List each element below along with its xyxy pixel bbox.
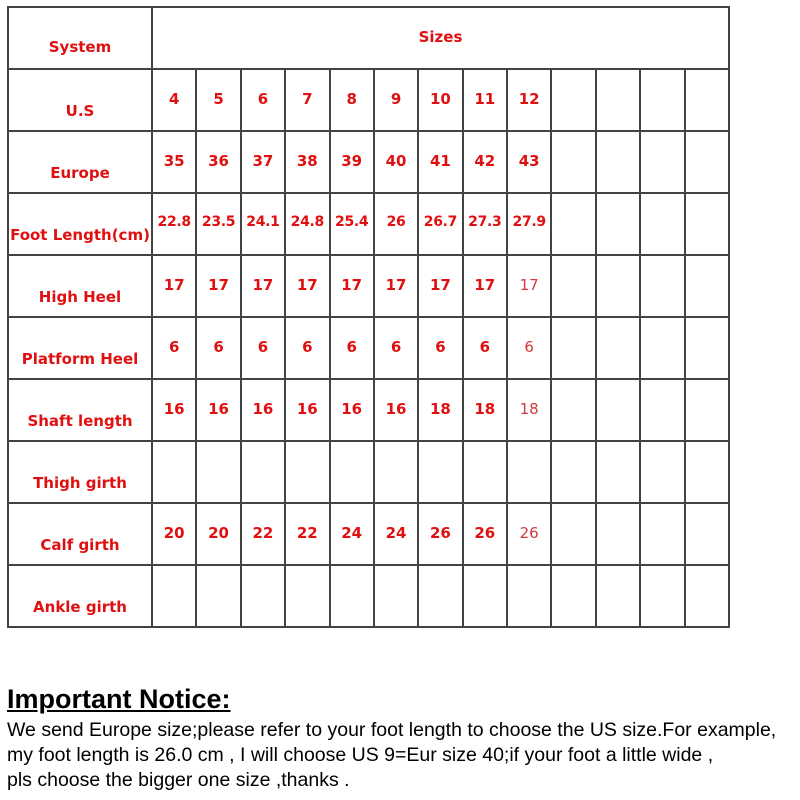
- notice-body: [7, 718, 800, 793]
- table-cell: 6: [507, 317, 551, 379]
- table-cell: [507, 441, 551, 503]
- table-cell: 17: [285, 255, 329, 317]
- table-cell: [640, 255, 684, 317]
- table-cell: 23.5: [196, 193, 240, 255]
- table-cell: 25.4: [330, 193, 374, 255]
- table-cell: [640, 193, 684, 255]
- table-cell: 17: [463, 255, 507, 317]
- table-cell: 36: [196, 131, 240, 193]
- table-cell: 5: [196, 69, 240, 131]
- table-row-high-heel: [8, 255, 729, 317]
- table-cell: 6: [418, 317, 462, 379]
- table-cell: 16: [241, 379, 285, 441]
- table-cell: 17: [330, 255, 374, 317]
- table-cell: 6: [285, 317, 329, 379]
- table-cell: [551, 255, 595, 317]
- table-cell: [685, 255, 730, 317]
- table-cell: [685, 131, 730, 193]
- table-cell: 26: [374, 193, 418, 255]
- table-cell: 17: [241, 255, 285, 317]
- table-cell: [640, 317, 684, 379]
- table-row-thigh-girth: [8, 441, 729, 503]
- table-cell: 20: [152, 503, 196, 565]
- table-cell: [685, 565, 730, 627]
- table-cell: [551, 565, 595, 627]
- table-cell: [196, 441, 240, 503]
- table-cell: [596, 565, 640, 627]
- table-cell: [685, 193, 730, 255]
- table-cell: 6: [196, 317, 240, 379]
- table-cell: 6: [241, 317, 285, 379]
- table-cell: 24: [330, 503, 374, 565]
- table-cell: 6: [330, 317, 374, 379]
- table-cell: 17: [152, 255, 196, 317]
- table-cell: [685, 317, 730, 379]
- table-cell: 16: [330, 379, 374, 441]
- table-cell: 7: [285, 69, 329, 131]
- row-label-calf-girth: Calf girth: [8, 503, 152, 565]
- row-label-platform-heel: Platform Heel: [8, 317, 152, 379]
- row-label-europe: Europe: [8, 131, 152, 193]
- table-row-shaft-length: [8, 379, 729, 441]
- table-cell: 18: [418, 379, 462, 441]
- table-cell: 22: [285, 503, 329, 565]
- table-cell: [285, 441, 329, 503]
- row-label-high-heel: High Heel: [8, 255, 152, 317]
- table-cell: [685, 379, 730, 441]
- table-cell: [596, 255, 640, 317]
- table-cell: [507, 565, 551, 627]
- table-cell: 17: [507, 255, 551, 317]
- table-cell: 26: [463, 503, 507, 565]
- table-cell: [640, 441, 684, 503]
- notice-line-2: my foot length is 26.0 cm , I will choose US 9=Eur size 40;if your foot a little wide ,: [7, 744, 714, 766]
- system-header: System: [8, 7, 152, 69]
- table-cell: 11: [463, 69, 507, 131]
- table-cell: 24.1: [241, 193, 285, 255]
- table-cell: 26.7: [418, 193, 462, 255]
- table-cell: [685, 69, 730, 131]
- table-cell: 40: [374, 131, 418, 193]
- table-cell: 10: [418, 69, 462, 131]
- table-cell: 9: [374, 69, 418, 131]
- table-cell: 4: [152, 69, 196, 131]
- table-cell: [640, 379, 684, 441]
- table-cell: [551, 441, 595, 503]
- table-cell: [418, 565, 462, 627]
- table-cell: 6: [241, 69, 285, 131]
- table-cell: 8: [330, 69, 374, 131]
- table-cell: [551, 317, 595, 379]
- table-cell: 27.9: [507, 193, 551, 255]
- table-cell: 16: [196, 379, 240, 441]
- table-cell: 26: [418, 503, 462, 565]
- table-cell: 35: [152, 131, 196, 193]
- table-cell: [551, 69, 595, 131]
- table-cell: 26: [507, 503, 551, 565]
- table-cell: 6: [374, 317, 418, 379]
- table-cell: 17: [196, 255, 240, 317]
- table-cell: [640, 503, 684, 565]
- table-cell: [374, 565, 418, 627]
- table-cell: [685, 503, 730, 565]
- table-cell: 22: [241, 503, 285, 565]
- table-cell: 39: [330, 131, 374, 193]
- header-row: [8, 7, 729, 69]
- size-chart-table: [7, 6, 730, 628]
- table-cell: [374, 441, 418, 503]
- notice-line-1: We send Europe size;please refer to your foot length to choose the US size.For example,: [7, 719, 777, 741]
- table-cell: [640, 69, 684, 131]
- table-cell: 16: [285, 379, 329, 441]
- table-cell: 12: [507, 69, 551, 131]
- table-cell: 16: [152, 379, 196, 441]
- table-row-calf-girth: [8, 503, 729, 565]
- table-cell: 42: [463, 131, 507, 193]
- table-row-ankle-girth: [8, 565, 729, 627]
- table-cell: [596, 503, 640, 565]
- table-cell: [596, 379, 640, 441]
- table-cell: 17: [374, 255, 418, 317]
- table-cell: [241, 565, 285, 627]
- table-cell: [463, 565, 507, 627]
- row-label-thigh-girth: Thigh girth: [8, 441, 152, 503]
- table-cell: [640, 131, 684, 193]
- table-row-europe: [8, 131, 729, 193]
- table-cell: 22.8: [152, 193, 196, 255]
- table-cell: 37: [241, 131, 285, 193]
- table-cell: 41: [418, 131, 462, 193]
- table-cell: [551, 379, 595, 441]
- table-cell: 17: [418, 255, 462, 317]
- table-row-u-s: [8, 69, 729, 131]
- table-cell: [551, 131, 595, 193]
- table-cell: [152, 565, 196, 627]
- table-row-foot-length-cm: [8, 193, 729, 255]
- row-label-ankle-girth: Ankle girth: [8, 565, 152, 627]
- table-cell: [596, 131, 640, 193]
- table-cell: 16: [374, 379, 418, 441]
- notice-line-3: pls choose the bigger one size ,thanks .: [7, 769, 350, 791]
- notice-title: Important Notice:: [7, 684, 231, 714]
- table-cell: 24.8: [285, 193, 329, 255]
- table-cell: [196, 565, 240, 627]
- table-cell: 6: [463, 317, 507, 379]
- table-cell: 6: [152, 317, 196, 379]
- table-cell: 18: [507, 379, 551, 441]
- table-cell: [551, 193, 595, 255]
- table-cell: 43: [507, 131, 551, 193]
- table-row-platform-heel: [8, 317, 729, 379]
- table-cell: 20: [196, 503, 240, 565]
- table-cell: [330, 565, 374, 627]
- row-label-shaft-length: Shaft length: [8, 379, 152, 441]
- table-cell: [241, 441, 285, 503]
- table-cell: [551, 503, 595, 565]
- table-cell: 27.3: [463, 193, 507, 255]
- row-label-u-s: U.S: [8, 69, 152, 131]
- table-cell: [330, 441, 374, 503]
- sizes-header: Sizes: [152, 7, 729, 69]
- table-cell: [418, 441, 462, 503]
- table-cell: 38: [285, 131, 329, 193]
- table-cell: [596, 441, 640, 503]
- table-cell: 18: [463, 379, 507, 441]
- table-cell: [685, 441, 730, 503]
- table-cell: [285, 565, 329, 627]
- row-label-foot-length-cm: Foot Length(cm): [8, 193, 152, 255]
- table-cell: [152, 441, 196, 503]
- table-cell: [596, 69, 640, 131]
- table-cell: 24: [374, 503, 418, 565]
- table-cell: [596, 193, 640, 255]
- table-cell: [640, 565, 684, 627]
- table-cell: [596, 317, 640, 379]
- table-cell: [463, 441, 507, 503]
